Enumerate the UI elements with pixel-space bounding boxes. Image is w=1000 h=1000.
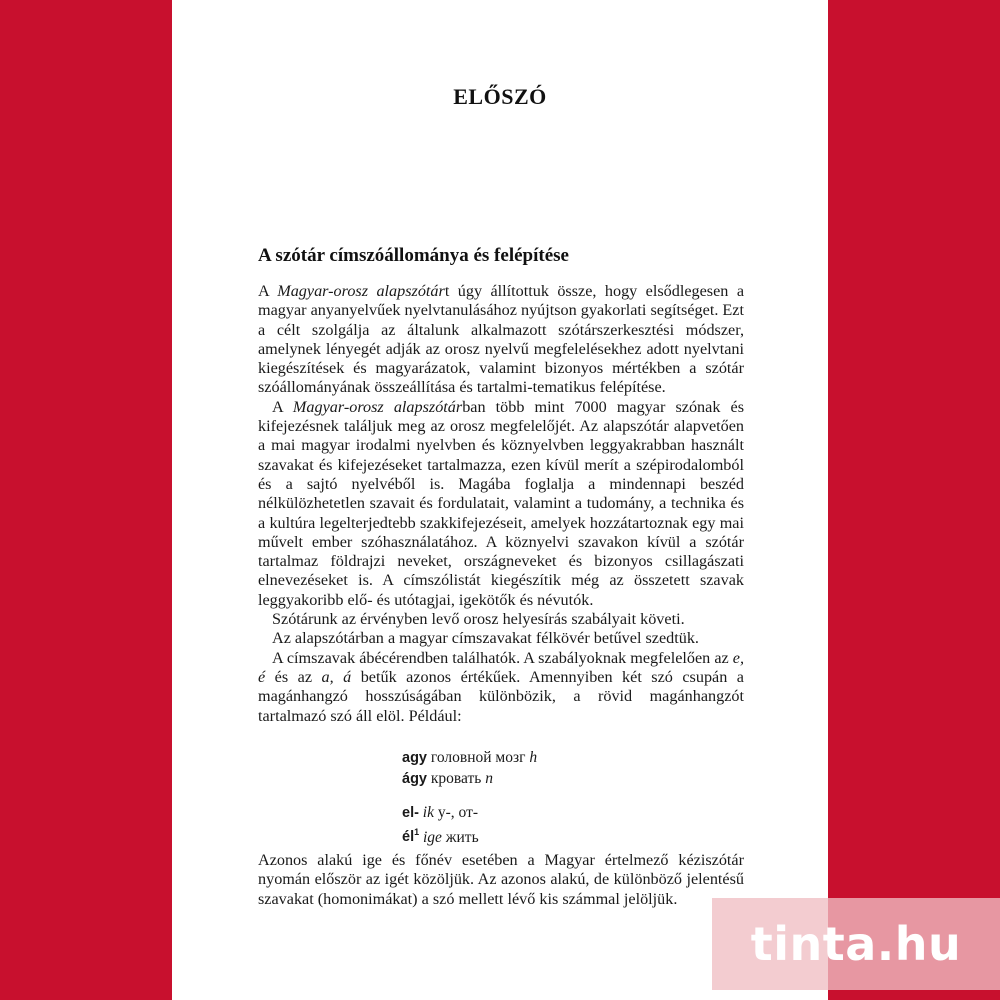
example-headword: el-: [402, 805, 419, 821]
text-run: és az: [265, 667, 322, 686]
italic-title-run: a, á: [321, 667, 352, 686]
example-grammar: ige: [422, 828, 442, 846]
watermark-logo-text: tinta.hu: [750, 917, 962, 971]
example-entry: [402, 769, 537, 790]
example-headword: agy: [402, 750, 427, 766]
section-heading: A szótár címszóállománya és felépítése: [258, 245, 569, 266]
example-gender: n: [485, 769, 493, 787]
paragraph: [258, 398, 744, 610]
paragraph: [258, 610, 744, 629]
closing-text: [258, 851, 744, 909]
example-entry: [402, 748, 537, 769]
body-text: [258, 282, 744, 726]
watermark-badge: [712, 898, 1000, 990]
text-run: Az alapszótárban a magyar címszavakat félkövér betűvel szedtük.: [272, 629, 699, 648]
text-run: A címszavak ábécérendben találhatók. A szabályoknak megfelelően az: [272, 648, 733, 667]
text-run: A: [258, 282, 278, 300]
text-run: A: [272, 397, 293, 416]
text-run: betűk azonos értékűek. Amennyiben két szó csupán a magánhangzó hosszúságában különbözik, a rövid magánhangzót tartalmazó szó áll elöl. Például:: [258, 667, 744, 725]
italic-title-run: Magyar-orosz alapszótár: [292, 397, 463, 416]
example-grammar: ik: [422, 804, 434, 821]
italic-title-run: Magyar-orosz alapszótár: [277, 282, 445, 300]
example-gender: h: [529, 749, 538, 766]
text-run: t úgy állítottuk össze, hogy elsődlegesen a magyar anyanyelvűek nyelvtanulásához nyújtson gyakorlati segítséget. Ezt a célt szolgálja az általunk alkalmazott szótárszerkesztési módszer, amelynek lényegét adják az orosz nyelvű megfelelésekhez adott nyelvtani kiegészítések és magyarázatok, valamint bizonyos mértékben a szótár szóállományának összeállítása és tartalmi-tematikus felépítése.: [258, 282, 745, 397]
book-page: [172, 0, 828, 1000]
example-translation: жить: [445, 828, 479, 846]
example-translation: у-, от-: [437, 804, 479, 821]
example-entry: [402, 824, 537, 848]
example-entries: [402, 748, 537, 848]
paragraph: [258, 649, 744, 726]
example-spacer: [402, 789, 537, 803]
text-run: Szótárunk az érvényben levő orosz helyesírás szabályait követi.: [272, 610, 685, 629]
example-headword-text: él: [402, 829, 415, 846]
example-entry: [402, 803, 537, 824]
example-translation: головной мозг: [430, 749, 526, 766]
example-headword: [402, 829, 419, 845]
page-title: ELŐSZÓ: [453, 84, 547, 109]
example-headword: ágy: [402, 770, 427, 787]
homonym-number: 1: [414, 827, 420, 838]
text-run: ban több mint 7000 magyar szónak és kifejezésnek találjuk meg az orosz megfelelőjét. Az alapszótár alapvetően a mai magyar irodalmi nyelvben és köznyelvben leggyakrabban használt szavakat és kifejezéseket tartalmazza, ezen kívül merít a szépirodalomból és a sajtó nyelvéből is. Magába foglalja a mindennapi beszéd nélkülözhetetlen szavait és fordulatait, valamint a tudomány, a technika és a kultúra legelterjedtebb szakkifejezéseit, amelyek hozzátartoznak egy mai művelt ember szóhasználatához. A köznyelvi szavakon kívül a szótár tartalmaz földrajzi neveket, országneveket és bizonyos csillagászati elnevezéseket is. A címszólistát kiegészítik még az összetett szavak leggyakoribb elő- és utótagjai, igekötők és névutók.: [258, 397, 744, 609]
example-translation: кровать: [430, 769, 482, 787]
paragraph: [258, 629, 744, 648]
paragraph: [258, 282, 744, 398]
italic-title-run: e, é: [258, 648, 744, 686]
closing-paragraph: Azonos alakú ige és főnév esetében a Magyar értelmező kéziszótár nyomán először az igét közöljük. Az azonos alakú, de különböző jelentésű szavakat (homonimákat) a szó mellett lévő kis számmal jelöljük.: [258, 851, 744, 908]
